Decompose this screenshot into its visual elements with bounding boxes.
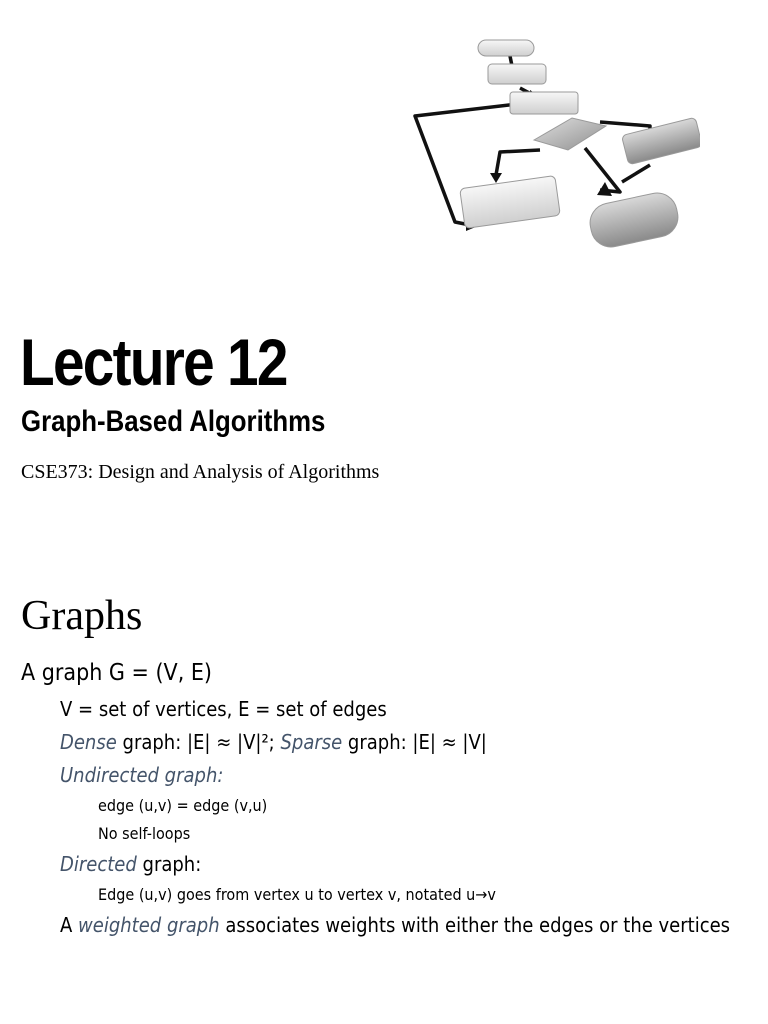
dense-term: Dense [60,730,117,754]
sparse-text: graph: |E| ≈ |V| [342,730,487,754]
course-name: CSE373: Design and Analysis of Algorithms [21,461,380,483]
directed-graph-heading [60,852,201,876]
weighted-prefix: A [60,913,79,937]
sparse-term: Sparse [280,730,343,754]
directed-edge-rule: Edge (u,v) goes from vertex u to vertex v, notated u→v [98,885,496,904]
dense-sparse-line [60,730,487,754]
weighted-graph-line [60,913,744,938]
undirected-edge-rule: edge (u,v) = edge (v,u) [98,796,268,815]
vertices-edges-definition: V = set of vertices, E = set of edges [60,697,387,721]
weighted-text: associates weights with either the edges or the vertices [219,913,731,937]
lecture-title: Lecture 12 [20,325,287,399]
directed-term: Directed [60,852,137,876]
graph-definition: A graph G = (V, E) [21,660,213,686]
directed-text: graph: [136,852,202,876]
dense-text: graph: |E| ≈ |V|²; [116,730,281,754]
undirected-graph-heading: Undirected graph: [60,763,224,787]
flowchart-icon [400,30,700,260]
weighted-term: weighted graph [78,913,220,937]
section-title: Graphs [21,593,143,639]
no-self-loops: No self-loops [98,824,191,843]
lecture-subtitle: Graph-Based Algorithms [21,405,326,438]
